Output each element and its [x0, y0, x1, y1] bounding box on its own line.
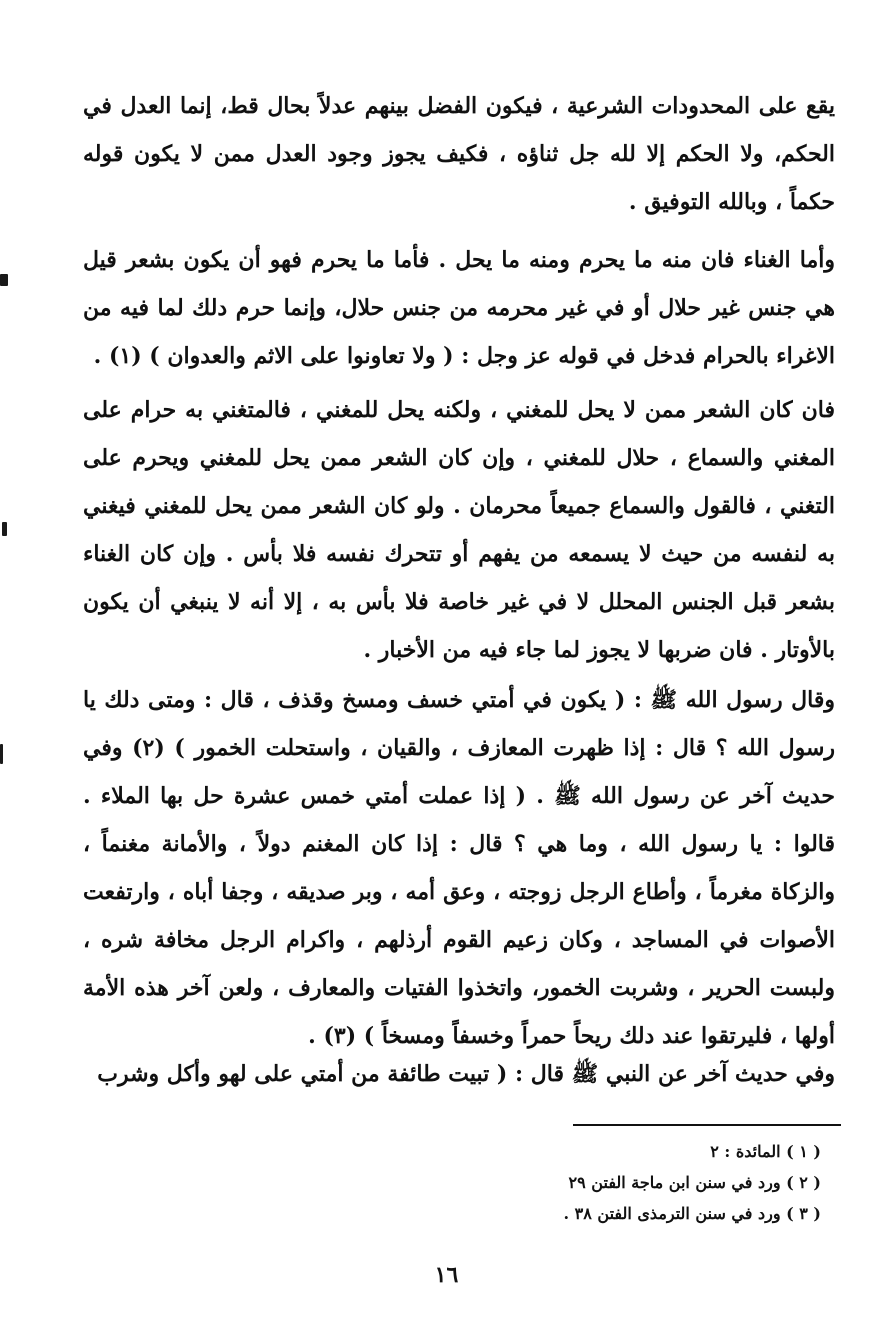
scan-edge-mark [0, 744, 3, 764]
scan-edge-mark [2, 522, 7, 536]
paragraph-4 [83, 676, 835, 1060]
paragraph-2 [83, 236, 835, 380]
paragraph-3 [83, 386, 835, 674]
footnote-1: ( ١ ) المائدة : ٢ [710, 1142, 821, 1161]
paragraph-text: وقال رسول الله ﷺ : ( يكون في أمتي خسف ومسخ وقذف ، قال : ومتى دلك يا رسول الله ؟ قال : إذا ظهرت المعازف ، والقيان ، واستحلت الخمور ) (٢) وفي حديث آخر عن رسول الله ﷺ . ( إذا عملت أمتي خمس عشرة حل بها الملاء . قالوا : يا رسول الله ، وما هي ؟ قال : إذا كان المغنم دولاً ، والأمانة مغنماً ، والزكاة مغرماً ، وأطاع الرجل زوجته ، وعق أمه ، وبر صديقه ، وجفا أباه ، وارتفعت الأصوات في المساجد ، وكان زعيم القوم أرذلهم ، واكرام الرجل مخافة شره ، ولبست الحرير ، وشربت الخمور، واتخذوا الفتيات والمعارف ، ولعن آخر هذه الأمة أولها ، فليرتقوا عند دلك ريحاً حمراً وخسفاً ومسخاً ) (٣) . [83, 687, 836, 1049]
paragraph-text: فان كان الشعر ممن لا يحل للمغني ، ولكنه يحل للمغني ، فالمتغني به حرام على المغني والسماع ، حلال للمغني ، وإن كان الشعر ممن يحل للمغني ويحرم على التغني ، فالقول والسماع جميعاً محرمان . ولو كان الشعر ممن يحل للمغني فيغني به لنفسه من حيث لا يسمعه من يفهم أو تتحرك نفسه فلا بأس . وإن كان الغناء بشعر قبل الجنس المحلل لا في غير خاصة فلا بأس به ، إلا أنه لا ينبغي أن يكون بالأوتار . فان ضربها لا يجوز لما جاء فيه من الأخبار . [83, 397, 835, 663]
paragraph-text: وأما الغناء فان منه ما يحرم ومنه ما يحل . فأما ما يحرم فهو أن يكون بشعر قيل هي جنس غير حلال أو في غير محرمه من جنس حلال، وإنما حرم دلك لما فيه من الاغراء بالحرام فدخل في قوله عز وجل : ( ولا تعاونوا على الاثم والعدوان ) (١) . [83, 247, 835, 369]
page-number: ١٦ [434, 1262, 459, 1288]
footnote-3: ( ٣ ) ورد في سنن الترمذى الفتن ٣٨ . [563, 1204, 821, 1223]
footnote-2: ( ٢ ) ورد في سنن ابن ماجة الفتن ٢٩ [568, 1173, 821, 1192]
paragraph-text: يقع على المحدودات الشرعية ، فيكون الفضل بينهم عدلاً بحال قط، إنما العدل في الحكم، ولا الحكم إلا لله جل ثناؤه ، فكيف يجوز وجود العدل ممن لا يكون قوله حكماً ، وبالله التوفيق . [83, 93, 835, 215]
footnotes-list [221, 1136, 821, 1229]
paragraph-5 [83, 1050, 835, 1098]
scan-edge-mark [0, 274, 8, 286]
paragraph-text: وفي حديث آخر عن النبي ﷺ قال : ( تبيت طائفة من أمتي على لهو وأكل وشرب [97, 1061, 835, 1087]
paragraph-1 [83, 82, 835, 226]
footnote-divider [573, 1124, 841, 1126]
